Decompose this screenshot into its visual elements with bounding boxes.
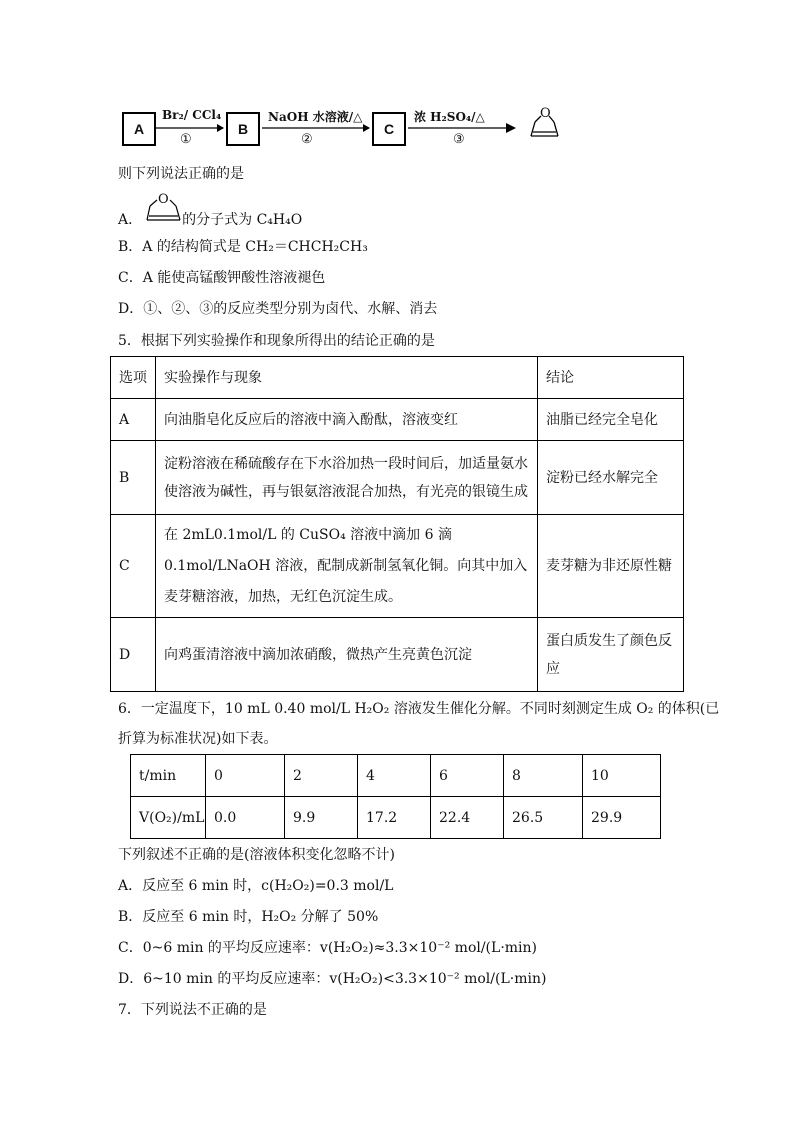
q6-stem-line2: 折算为标准状况)如下表。 [118, 731, 278, 747]
q4-option-c: C．A 能使高锰酸钾酸性溶液褪色 [118, 270, 326, 286]
arrow3-step: ③ [453, 132, 465, 147]
q4-option-d: D．①、②、③的反应类型分别为卤代、水解、消去 [118, 301, 438, 317]
cell-time: 2 [285, 755, 358, 797]
arrow2-head [363, 124, 370, 132]
cell-time: 10 [583, 755, 661, 797]
q6-stem-line1: 6．一定温度下，10 mL 0.40 mol/L H₂O₂ 溶液发生催化分解。不同时刻测定生成 O₂ 的体积(已 [118, 701, 720, 717]
table-row-volume [131, 797, 661, 839]
q4-stem: 则下列说法正确的是 [118, 166, 244, 182]
row-operation: 在 2mL0.1mol/L 的 CuSO₄ 溶液中滴加 6 滴 0.1mol/LNaOH 溶液，配制成新制氢氧化铜。向其中加入麦芽糖溶液，加热，无红色沉淀生成。 [156, 515, 538, 618]
row-option: A [111, 399, 156, 441]
cell-volume: 9.9 [285, 797, 358, 839]
cell-time: 4 [358, 755, 431, 797]
q4-option-b: B．A 的结构简式是 CH₂＝CHCH₂CH₃ [118, 239, 368, 255]
table-row [111, 441, 684, 515]
compound-a-label: A [133, 121, 145, 137]
q7-stem: 7．下列说法不正确的是 [118, 1002, 267, 1018]
row-conclusion: 麦芽糖为非还原性糖 [538, 515, 684, 618]
q6-question: 下列叙述不正确的是(溶液体积变化忽略不计) [118, 847, 395, 863]
q6-option-d: D．6~10 min 的平均反应速率：v(H₂O₂)<3.3×10⁻² mol/(L·min) [118, 971, 547, 987]
arrow3-head [506, 123, 516, 133]
row-option: D [111, 618, 156, 692]
compound-c-label: C [383, 121, 395, 137]
row-option: C [111, 515, 156, 618]
row-conclusion: 淀粉已经水解完全 [538, 441, 684, 515]
cell-time-header: t/min [131, 755, 206, 797]
arrow1-reagent: Br₂/ CCl₄ [162, 108, 222, 122]
arrow1-step: ① [180, 132, 192, 147]
cell-volume: 29.9 [583, 797, 661, 839]
product-oxygen-atom: O [540, 106, 551, 121]
arrow3-reagent: 浓 H₂SO₄/△ [414, 110, 485, 124]
cell-time: 8 [504, 755, 583, 797]
header-option: 选项 [111, 357, 156, 399]
furan-oxygen-atom: O [158, 192, 169, 207]
cell-time: 6 [431, 755, 504, 797]
arrow1-head [217, 124, 224, 132]
q6-option-a: A．反应至 6 min 时，c(H₂O₂)=0.3 mol/L [118, 878, 394, 894]
cell-volume: 26.5 [504, 797, 583, 839]
q5-stem: 5．根据下列实验操作和现象所得出的结论正确的是 [118, 333, 435, 349]
header-conclusion: 结论 [538, 357, 684, 399]
q5-table [110, 356, 684, 692]
q6-option-c: C．0~6 min 的平均反应速率：v(H₂O₂)≈3.3×10⁻² mol/(L·min) [118, 940, 538, 956]
table-row [111, 515, 684, 618]
row-operation: 淀粉溶液在稀硫酸存在下水浴加热一段时间后，加适量氨水使溶液为碱性，再与银氨溶液混合加热，有光亮的银镜生成 [156, 441, 538, 515]
q6-option-b: B．反应至 6 min 时，H₂O₂ 分解了 50% [118, 909, 379, 925]
cell-volume: 0.0 [206, 797, 285, 839]
q4-option-a-prefix: A． [118, 212, 143, 228]
arrow2-reagent: NaOH 水溶液/△ [268, 110, 363, 124]
arrow2-step: ② [301, 132, 313, 147]
table-row [111, 399, 684, 441]
scheme-arrows [0, 0, 794, 160]
q6-table [130, 754, 661, 839]
row-option: B [111, 441, 156, 515]
cell-time: 0 [206, 755, 285, 797]
row-conclusion: 油脂已经完全皂化 [538, 399, 684, 441]
table-header-row [111, 357, 684, 399]
compound-b-label: B [237, 121, 249, 137]
cell-volume-header: V(O₂)/mL [131, 797, 206, 839]
row-conclusion: 蛋白质发生了颜色反应 [538, 618, 684, 692]
cell-volume: 22.4 [431, 797, 504, 839]
header-operation: 实验操作与现象 [156, 357, 538, 399]
row-operation: 向鸡蛋清溶液中滴加浓硝酸，微热产生亮黄色沉淀 [156, 618, 538, 692]
q4-option-a-text: 的分子式为 C₄H₄O [182, 212, 303, 228]
table-row [111, 618, 684, 692]
row-operation: 向油脂皂化反应后的溶液中滴入酚酞，溶液变红 [156, 399, 538, 441]
table-row-time [131, 755, 661, 797]
cell-volume: 17.2 [358, 797, 431, 839]
